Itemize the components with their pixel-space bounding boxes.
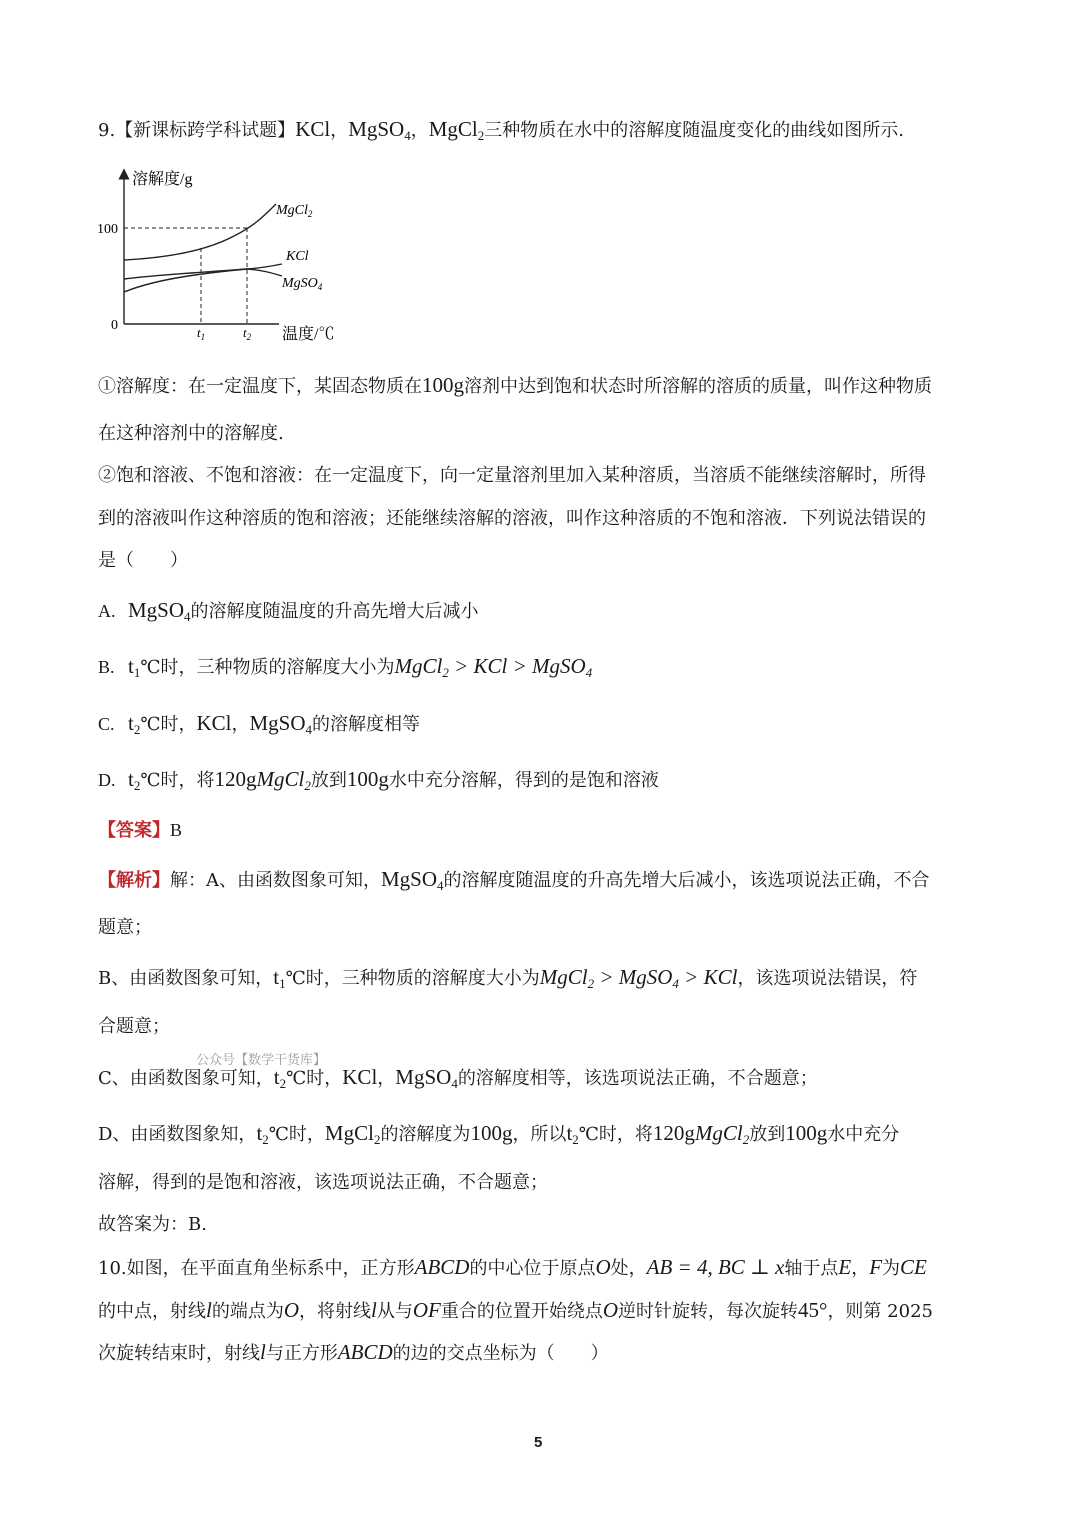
temp-t2: $t_2$ <box>566 1121 579 1147</box>
text: ，则第 2025 <box>827 1301 933 1322</box>
text: 与正方形 <box>265 1343 338 1364</box>
text: 溶剂中达到饱和状态时所溶解的溶质的质量，叫作这种物质 <box>464 376 932 397</box>
temp-t1: $t_1$ <box>128 654 141 680</box>
x-tick-t2: $t_2$ <box>243 325 252 342</box>
option-letter: A. <box>98 601 116 621</box>
label-mgcl2: MgCl$_2$ <box>276 203 313 219</box>
text: B、由函数图象可知， <box>98 968 274 989</box>
temp-t2: $t_2$ <box>128 711 141 737</box>
text: 解：A、由函数图象可知， <box>170 870 381 891</box>
option-letter: B. <box>98 657 115 677</box>
analysis-a <box>98 866 930 894</box>
angle-value: 45° <box>798 1298 828 1322</box>
definition-1-cont: 在这种溶剂中的溶解度. <box>98 423 284 444</box>
solubility-chart <box>94 162 354 352</box>
text: 水中充分溶解，得到的是饱和溶液 <box>388 770 659 791</box>
mgcl2: MgCl$_2$ <box>256 767 311 793</box>
comma: ， <box>410 120 429 141</box>
definition-2-cont: 到的溶液叫作这种溶质的饱和溶液；还能继续溶解的溶液，叫作这种溶质的不饱和溶液．下列说法错误的 <box>98 508 926 529</box>
x-tick-t1: $t_1$ <box>197 325 206 342</box>
option-letter: C. <box>98 714 115 734</box>
mgso4: MgSO$_4$ <box>381 867 444 893</box>
mass-value: 100g <box>470 1121 513 1145</box>
q10-line-1 <box>98 1254 927 1282</box>
square-name: ABCD <box>337 1340 393 1364</box>
order-expression: MgCl$_2$ > KCl > MgSO$_4$ <box>394 654 593 680</box>
temp-t2: $t_2$ <box>256 1121 269 1147</box>
text: ℃时， <box>286 1068 343 1089</box>
kcl: KCl <box>295 117 331 141</box>
q10-line-2 <box>98 1297 933 1325</box>
watermark: 公众号【数学干货库】 <box>196 1053 327 1068</box>
label-mgso4: MgSO$_4$ <box>282 276 323 292</box>
mgcl2: MgCl$_2$ <box>694 1121 750 1147</box>
text: 的端点为 <box>211 1301 284 1322</box>
definition-2-end: 是（ ） <box>98 550 188 571</box>
kcl: KCl <box>342 1065 378 1089</box>
x-axis-label: 温度/℃ <box>282 326 335 343</box>
analysis-b <box>98 964 917 992</box>
mass-value: 100g <box>785 1121 828 1145</box>
segment-ce: CE <box>900 1255 927 1279</box>
text: 的边的交点坐标为（ ） <box>392 1343 609 1364</box>
page-number: 5 <box>534 1434 543 1451</box>
comma: ， <box>231 714 250 735</box>
math-expression: AB = 4, BC ⊥ x <box>646 1255 785 1279</box>
text: 放到 <box>310 770 347 791</box>
mgcl2: MgCl$_2$ <box>428 117 485 143</box>
text: 的溶解度随温度的升高先增大后减小，该选项说法正确，不合 <box>443 870 930 891</box>
mgso4: MgSO$_4$ <box>348 117 411 143</box>
text: ℃时，将 <box>140 770 215 791</box>
mass-value: 120g <box>652 1121 695 1145</box>
text: 重合的位置开始绕点 <box>440 1301 603 1322</box>
label-kcl: KCl <box>286 249 309 264</box>
q9-prefix: 9.【新课标跨学科试题】 <box>98 120 296 141</box>
answer-value: B <box>170 820 183 840</box>
text: 处， <box>610 1258 647 1279</box>
text: 10.如图，在平面直角坐标系中，正方形 <box>98 1258 415 1279</box>
text: 为 <box>882 1258 901 1279</box>
mgso4: MgSO$_4$ <box>128 598 191 624</box>
mgso4: MgSO$_4$ <box>395 1065 458 1091</box>
text: D、由函数图象知， <box>98 1124 257 1145</box>
point-e: E <box>838 1255 852 1279</box>
ray-l: l <box>260 1340 266 1364</box>
mass-value: 120g <box>214 767 257 791</box>
temp-t2: $t_2$ <box>273 1065 287 1091</box>
text: 的溶解度相等 <box>312 714 421 735</box>
analysis-d <box>98 1120 899 1148</box>
text: ℃时，三种物质的溶解度大小为 <box>285 968 540 989</box>
text: ，所以 <box>512 1124 567 1145</box>
mgso4: MgSO$_4$ <box>249 711 313 737</box>
temp-t2: $t_2$ <box>128 767 141 793</box>
text: ①溶解度：在一定温度下，某固态物质在 <box>98 376 422 397</box>
text: 逆时针旋转，每次旋转 <box>618 1301 799 1322</box>
text: 从与 <box>376 1301 413 1322</box>
ray-l: l <box>206 1298 212 1322</box>
series-mgcl2 <box>124 204 276 260</box>
comma: ， <box>330 120 349 141</box>
mass-value: 100g <box>346 767 389 791</box>
answer-label: 【答案】 <box>98 820 170 841</box>
definition-2: ②饱和溶液、不饱和溶液：在一定温度下，向一定量溶剂里加入某种溶质，当溶质不能继续溶解时，所得 <box>98 465 926 486</box>
text: 水中充分 <box>827 1124 900 1145</box>
option-letter: D. <box>98 770 116 790</box>
analysis-label: 【解析】 <box>98 870 170 891</box>
comma: ， <box>377 1068 396 1089</box>
point-f: F <box>869 1255 883 1279</box>
y-axis-label: 溶解度/g <box>132 171 193 188</box>
text: ℃时，三种物质的溶解度大小为 <box>140 657 395 678</box>
analysis-d-cont: 溶解，得到的是饱和溶液，该选项说法正确，不合题意； <box>98 1172 548 1193</box>
y-tick-0: 0 <box>111 318 118 333</box>
segment-of: OF <box>412 1298 441 1322</box>
text: 的中心位于原点 <box>469 1258 596 1279</box>
definition-1 <box>98 372 932 400</box>
series-kcl <box>124 264 282 292</box>
point-o: O <box>595 1255 611 1279</box>
q10-line-3 <box>98 1339 609 1367</box>
option-d <box>98 766 659 794</box>
comma: ， <box>851 1258 870 1279</box>
option-c <box>98 710 420 738</box>
point-o: O <box>283 1298 300 1322</box>
order-expression: MgCl$_2$ > MgSO$_4$ > KCl <box>539 965 738 991</box>
q9-stem <box>98 116 904 144</box>
text: 的溶解度随温度的升高先增大后减小 <box>190 601 479 622</box>
temp-t1: $t_1$ <box>273 965 286 991</box>
option-a <box>98 597 479 625</box>
text: 次旋转结束时，射线 <box>98 1343 260 1364</box>
text: ℃时， <box>268 1124 325 1145</box>
analysis-a-cont: 题意； <box>98 917 152 938</box>
text: ，该选项说法错误，符 <box>737 968 918 989</box>
option-b <box>98 653 592 681</box>
point-o: O <box>602 1298 619 1322</box>
text: ℃时， <box>140 714 197 735</box>
final-answer: 故答案为：B. <box>98 1214 207 1235</box>
analysis-b-cont: 合题意； <box>98 1016 170 1037</box>
text: C、由函数图象可知， <box>98 1068 274 1089</box>
text: ，将射线 <box>299 1301 372 1322</box>
mgcl2: MgCl$_2$ <box>324 1121 381 1147</box>
mass-value: 100g <box>422 373 464 397</box>
text: 的中点，射线 <box>98 1301 206 1322</box>
q9-suffix: 三种物质在水中的溶解度随温度变化的曲线如图所示. <box>484 120 904 141</box>
kcl: KCl <box>196 711 232 735</box>
text: 轴于点 <box>784 1258 839 1279</box>
text: 的溶解度相等，该选项说法正确，不合题意； <box>457 1068 818 1089</box>
ray-l: l <box>371 1298 377 1322</box>
text: ℃时，将 <box>578 1124 653 1145</box>
analysis-c <box>98 1064 818 1092</box>
square-name: ABCD <box>414 1255 470 1279</box>
text: 放到 <box>749 1124 786 1145</box>
answer-line <box>98 817 182 844</box>
text: 的溶解度为 <box>380 1124 471 1145</box>
y-tick-100: 100 <box>97 222 118 237</box>
